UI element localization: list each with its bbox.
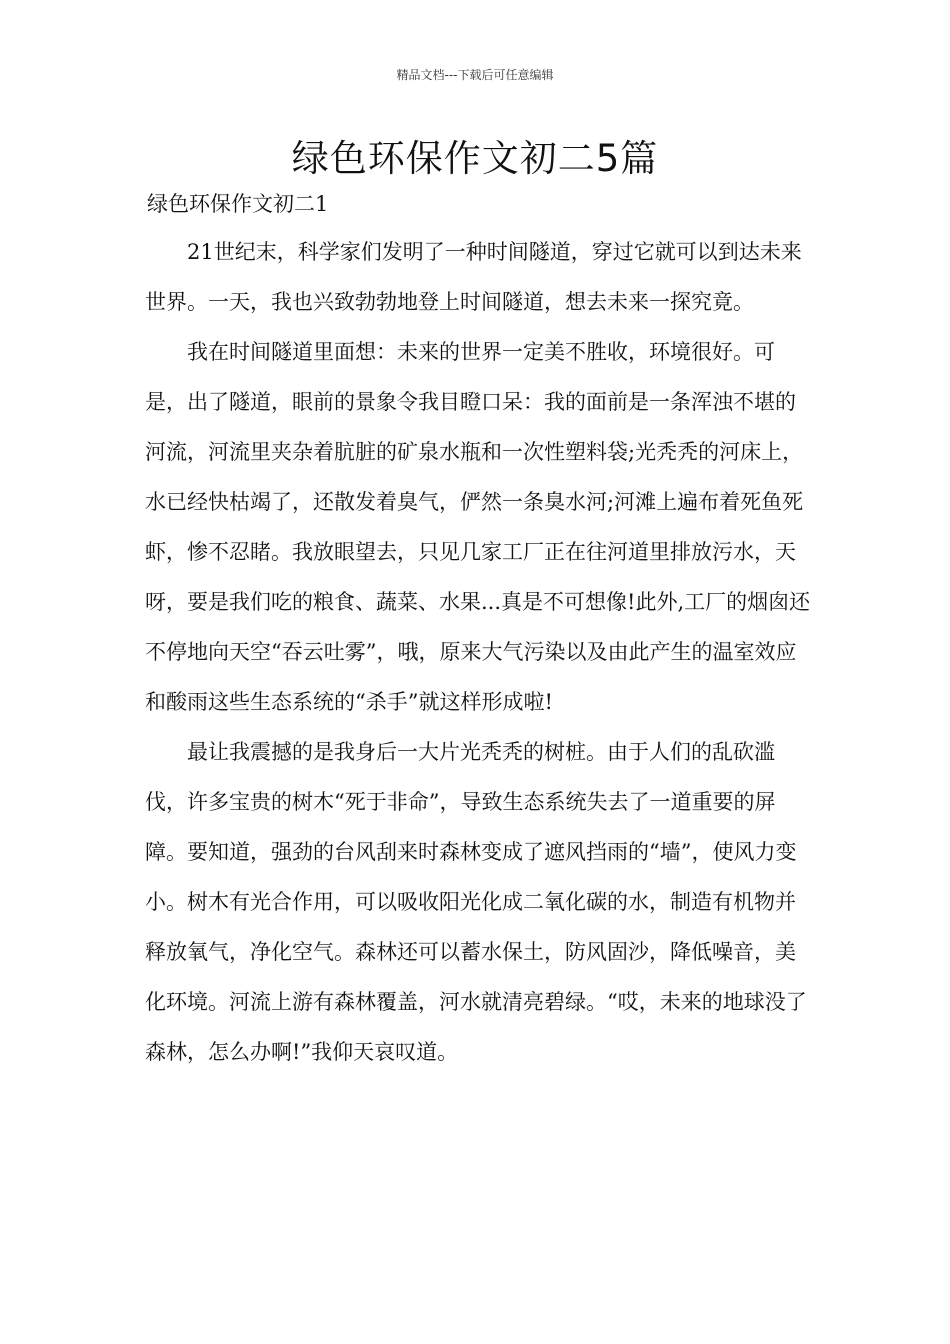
document-title: 绿色环保作文初二5篇 (291, 137, 659, 180)
essay-body (145, 227, 815, 1077)
paragraph: 我在时间隧道里面想：未来的世界一定美不胜收，环境很好。可是，出了隧道，眼前的景象令我目瞪口呆：我的面前是一条浑浊不堪的河流，河流里夹杂着肮脏的矿泉水瓶和一次性塑料袋;光秃秃的河床上，水已经快枯竭了，还散发着臭气，俨然一条臭水河;河滩上遍布着死鱼死虾，惨不忍睹。我放眼望去，只见几家工厂正在往河道里排放污水，天呀，要是我们吃的粮食、蔬菜、水果...真是不可想像!此外,工厂的烟囱还不停地向天空“吞云吐雾”，哦，原来大气污染以及由此产生的温室效应和酸雨这些生态系统的“杀手”就这样形成啦! (145, 340, 811, 714)
section-heading: 绿色环保作文初二1 (147, 192, 329, 216)
paragraph: 21世纪末，科学家们发明了一种时间隧道，穿过它就可以到达未来世界。一天，我也兴致勃勃地登上时间隧道，想去未来一探究竟。 (145, 240, 802, 314)
header-note: 精品文档---下载后可任意编辑 (396, 68, 554, 82)
paragraph: 最让我震撼的是我身后一大片光秃秃的树桩。由于人们的乱砍滥伐，许多宝贵的树木“死于非命”，导致生态系统失去了一道重要的屏障。要知道，强劲的台风刮来时森林变成了遮风挡雨的“墙”，使风力变小。树木有光合作用，可以吸收阳光化成二氧化碳的水，制造有机物并释放氧气，净化空气。森林还可以蓄水保土，防风固沙，降低噪音，美化环境。河流上游有森林覆盖，河水就清亮碧绿。“哎，未来的地球没了森林，怎么办啊!”我仰天哀叹道。 (145, 740, 807, 1064)
